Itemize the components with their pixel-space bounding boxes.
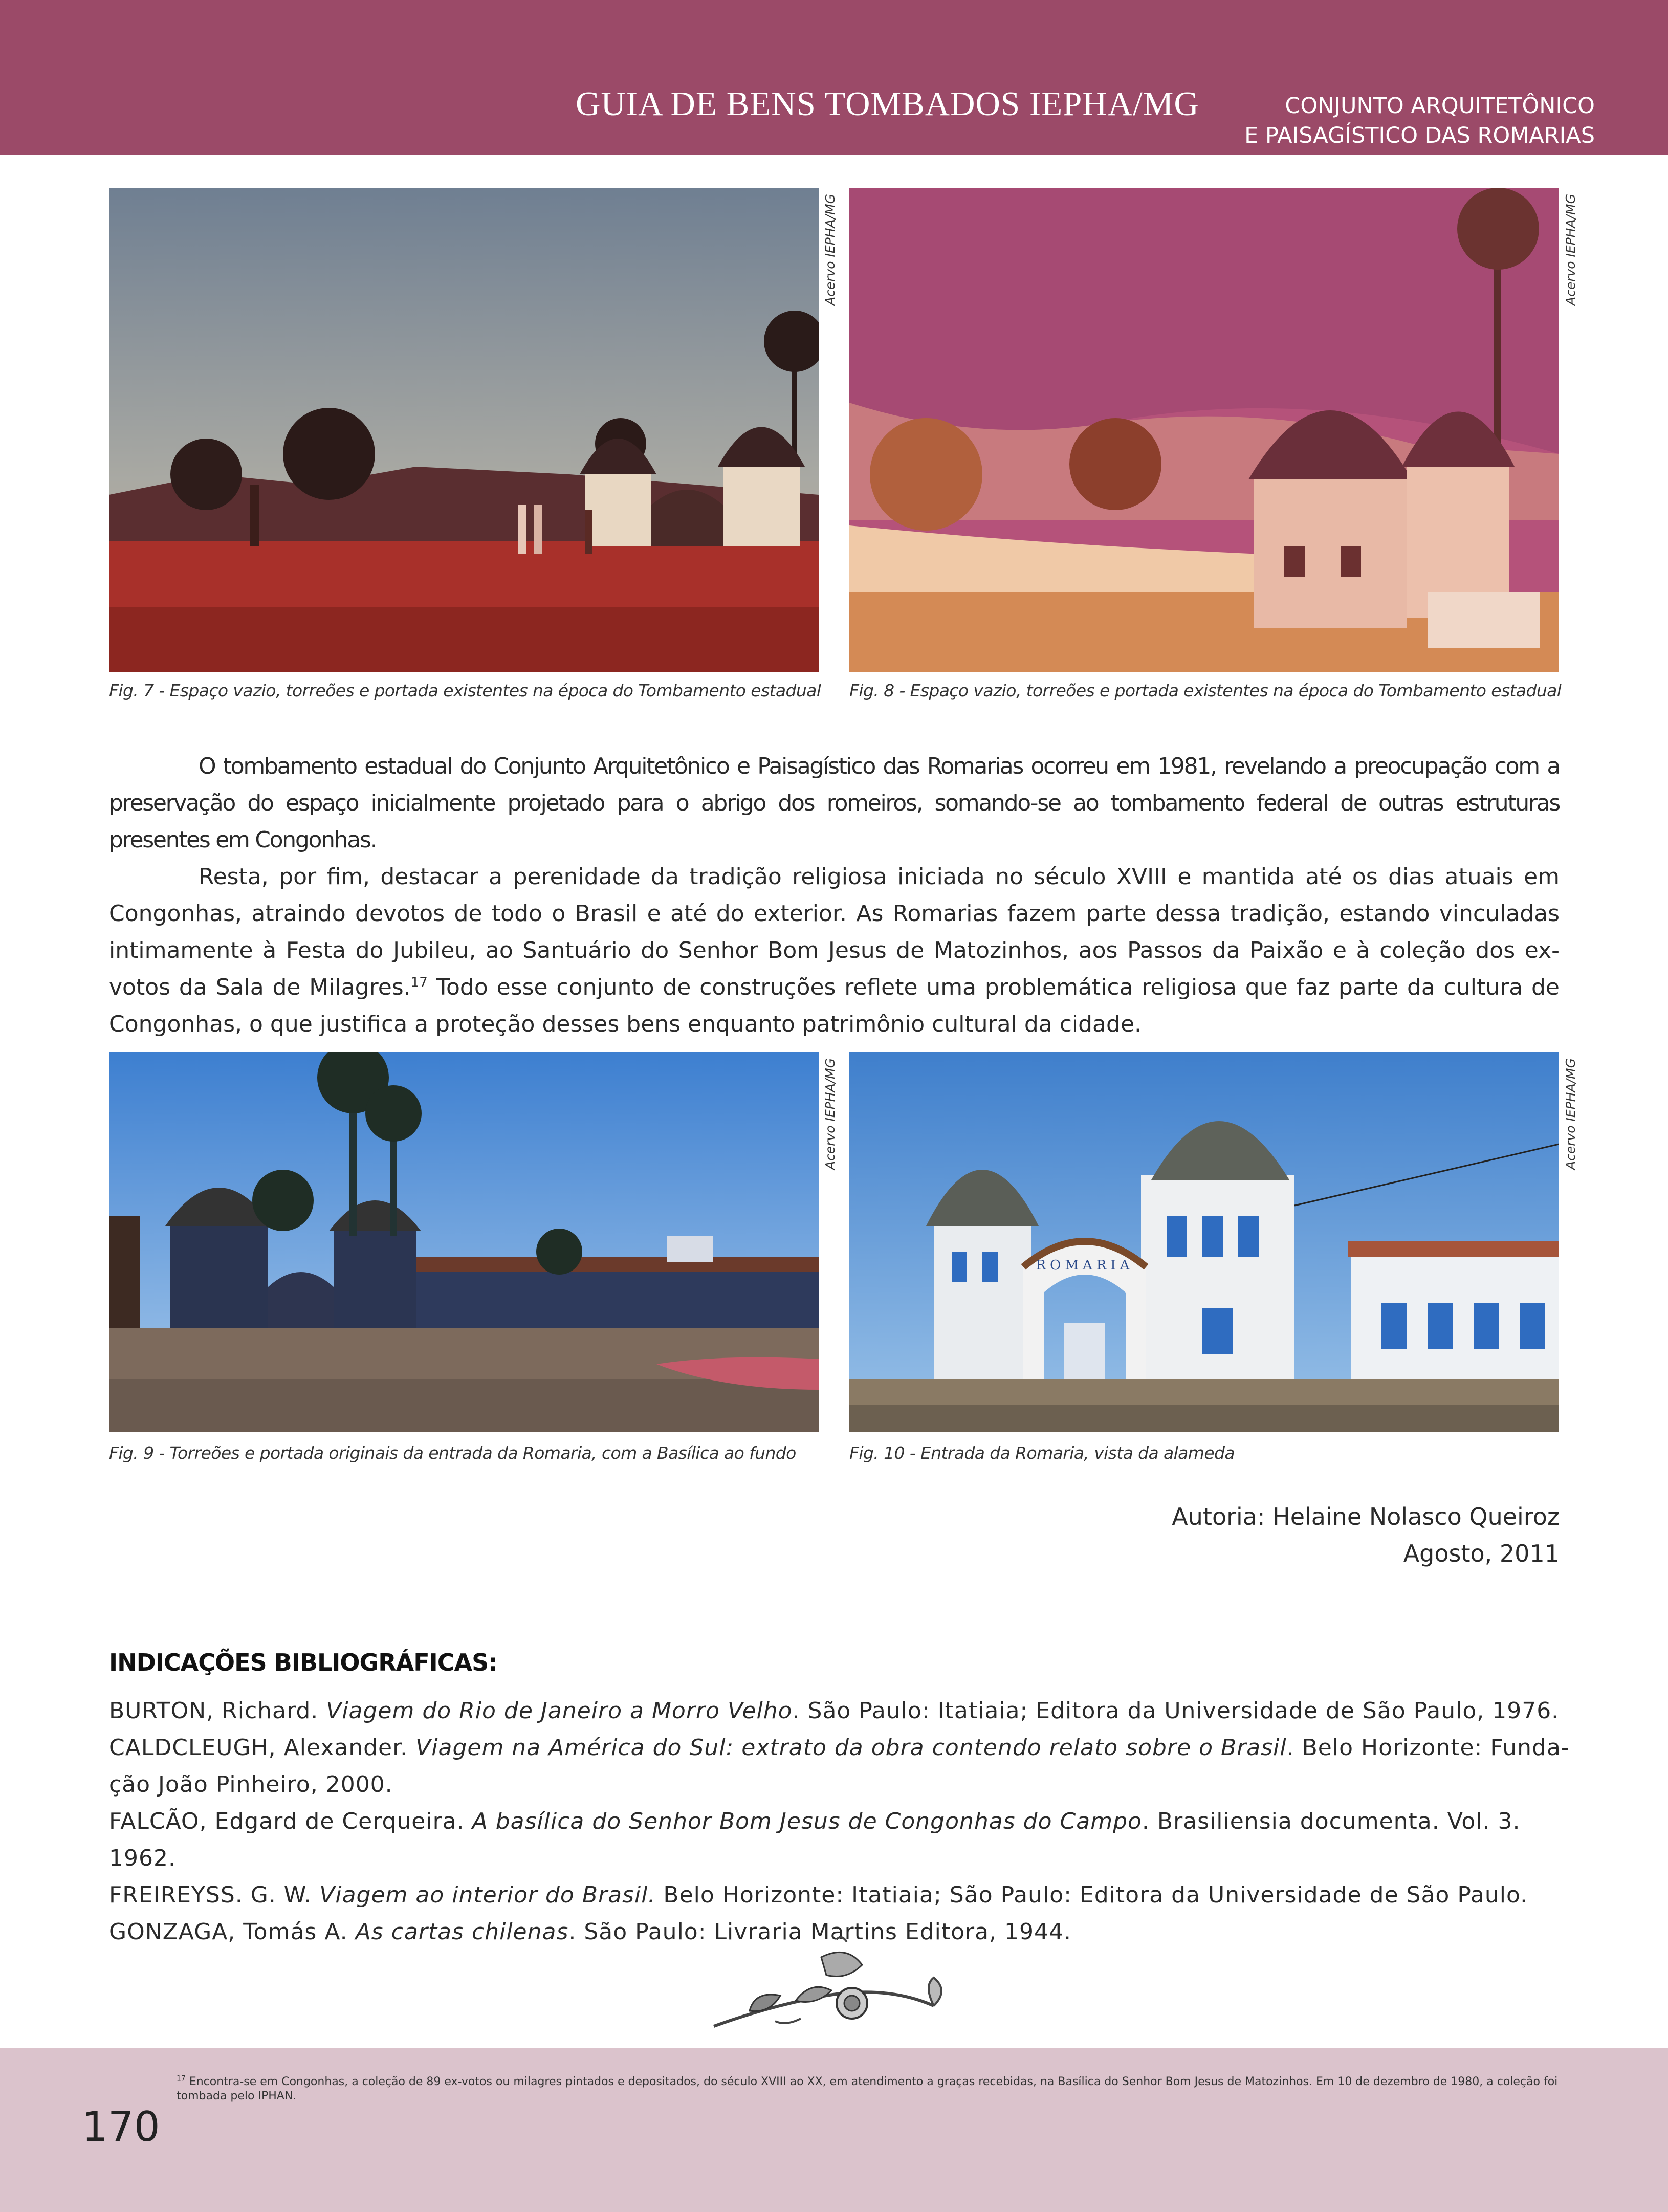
body-paragraph-2: [109, 859, 1560, 1043]
entry-details: . Brasiliensia documenta. Vol. 3. 1962.: [109, 1808, 1521, 1871]
author-date: Agosto, 2011: [1403, 1540, 1560, 1567]
footnote-text: Encontra-se em Congonhas, a coleção de 89 ex-votos ou milagres pintados e depositados, do século XVIII ao XX, em atendimento a graças recebidas, na Basílica do Senhor Bom Jesus de Matozinhos. Em 10 de dezembro de 1980, a coleção foi tombada pelo IPHAN.: [177, 2075, 1558, 2103]
entry-work: As cartas chilenas: [355, 1919, 569, 1945]
body-paragraph-2-part2: Todo esse conjunto de construções reflete uma problemática religiosa que faz parte da cultura de Congonhas, o que justifica a proteção desses bens enquanto patrimônio cultural da cidade.: [109, 974, 1560, 1037]
figure-8-credit: Acervo IEPHA/MG: [1563, 193, 1578, 305]
bibliography-entry: [109, 1877, 1583, 1914]
entry-work: A basílica do Senhor Bom Jesus de Congonhas do Campo: [472, 1808, 1142, 1834]
section-title: [1244, 91, 1595, 150]
figure-7-credit: Acervo IEPHA/MG: [823, 193, 838, 305]
entry-details: Belo Horizonte: Itatiaia; São Paulo: Editora da Universidade de São Paulo.: [655, 1882, 1528, 1908]
entry-work: Viagem ao interior do Brasil.: [319, 1882, 656, 1908]
figure-10-credit: Acervo IEPHA/MG: [1563, 1058, 1578, 1170]
figure-9-credit: Acervo IEPHA/MG: [823, 1058, 838, 1170]
entry-author: BURTON, Richard.: [109, 1698, 326, 1724]
romaria-sign-text: ROMARIA: [1036, 1258, 1134, 1273]
figure-7-caption: Fig. 7 - Espaço vazio, torreões e portada existentes na época do Tombamento estadual: [109, 681, 821, 700]
footnote: [177, 2075, 1599, 2104]
page-number: 170: [82, 2103, 160, 2151]
figure-9-photo: [109, 1052, 819, 1432]
bibliography-entry: [109, 1693, 1583, 1729]
author-name: Autoria: Helaine Nolasco Queiroz: [1172, 1503, 1560, 1530]
figure-10-photo: [849, 1052, 1559, 1432]
entry-details: . Belo Horizonte: Funda-ção João Pinheiro, 2000.: [109, 1735, 1570, 1798]
figure-9-caption: Fig. 9 - Torreões e portada originais da entrada da Romaria, com a Basílica ao fundo: [109, 1443, 796, 1463]
entry-author: CALDCLEUGH, Alexander.: [109, 1735, 416, 1761]
figure-8-photo: [849, 188, 1559, 672]
body-paragraph-1: O tombamento estadual do Conjunto Arquitetônico e Paisagístico das Romarias ocorreu em 1981, revelando a preocupação com a preservação do espaço inicialmente projetado para o abrigo dos romeiros, somando-se ao tombamento federal de outras estruturas presentes em Congonhas.: [109, 753, 1560, 853]
page-header: [0, 0, 1668, 155]
figure-8-caption: Fig. 8 - Espaço vazio, torreões e portada existentes na época do Tombamento estadual: [849, 681, 1562, 700]
entry-details: . São Paulo: Livraria Martins Editora, 1944.: [568, 1919, 1072, 1945]
guide-title: GUIA DE BENS TOMBADOS IEPHA/MG: [576, 85, 1199, 123]
entry-author: GONZAGA, Tomás A.: [109, 1919, 356, 1945]
figure-7-photo: [109, 188, 819, 672]
footnote-number: 17: [177, 2074, 186, 2083]
footnote-reference[interactable]: 17: [410, 975, 428, 991]
authorship: [1172, 1498, 1560, 1572]
body-paragraph-2-part1: Resta, por fim, destacar a perenidade da tradição religiosa iniciada no século XVIII e mantida até os dias atuais em Congonhas, atraindo devotos de todo o Brasil e até do exterior. As Romarias fazem parte dessa tradição, estando vinculadas intimamente à Festa do Jubileu, ao Santuário do Senhor Bom Jesus de Matozinhos, aos Passos da Paixão e à coleção dos ex-votos da Sala de Milagres.: [109, 864, 1560, 1000]
body-text: [109, 748, 1560, 1043]
entry-author: FALCÃO, Edgard de Cerqueira.: [109, 1808, 472, 1834]
rose-ornament-icon: [693, 1929, 959, 2036]
section-title-line1: CONJUNTO ARQUITETÔNICO: [1285, 93, 1595, 119]
entry-work: Viagem do Rio de Janeiro a Morro Velho: [326, 1698, 793, 1724]
bibliography-entry: [109, 1729, 1583, 1803]
entry-author: FREIREYSS. G. W.: [109, 1882, 320, 1908]
bibliography-title: INDICAÇÕES BIBLIOGRÁFICAS:: [109, 1649, 497, 1676]
page-footer: [0, 2048, 1668, 2212]
bibliography-list: [109, 1693, 1583, 1951]
bibliography-entry: [109, 1803, 1583, 1877]
figure-10-caption: Fig. 10 - Entrada da Romaria, vista da alameda: [849, 1443, 1235, 1463]
section-title-line2: E PAISAGÍSTICO DAS ROMARIAS: [1244, 123, 1595, 148]
entry-details: . São Paulo: Itatiaia; Editora da Universidade de São Paulo, 1976.: [792, 1698, 1560, 1724]
entry-work: Viagem na América do Sul: extrato da obra contendo relato sobre o Brasil: [415, 1735, 1287, 1761]
